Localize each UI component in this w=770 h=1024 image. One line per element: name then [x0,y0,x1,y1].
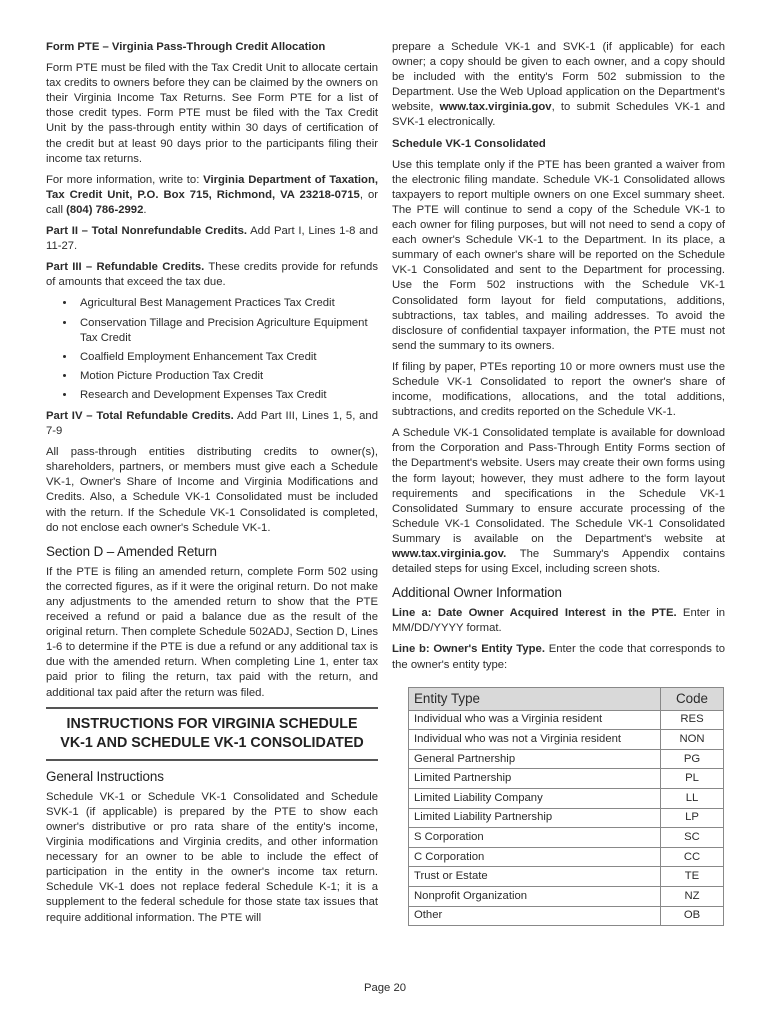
part2-label: Part II – Total Nonrefundable Credits. [46,225,248,238]
code-cell: CC [661,847,724,867]
line-a-label: Line a: Date Owner Acquired Interest in the PTE. [392,607,677,620]
entity-type-cell: S Corporation [409,828,661,848]
entity-type-cell: General Partnership [409,749,661,769]
code-cell: NZ [661,887,724,907]
line-a-paragraph [392,606,725,636]
entity-type-cell: Limited Liability Partnership [409,808,661,828]
more-info-paragraph [46,173,378,218]
line-a-text: Enter in MM/DD/YYYY format. [392,607,725,635]
table-row [409,730,724,750]
table-row [409,828,724,848]
table-row [409,789,724,809]
consolidated-paragraph: Use this template only if the PTE has been granted a waiver from the electronic filing mandate. Schedule VK-1 Consolidated allows taxpayers to report multiple owners on one Excel summary sheet. The PTE will continue to send a copy of the Schedule VK-1 to each owner for filing purposes, but will not need to send a copy of each owner's Schedule VK-1 to the Department. In its place, a summary of each owner's share will be reported on the Schedule VK-1 Consolidated and sent to the Department for processing. Use the Form 502 instructions with the Schedule VK-1 Consolidated form layout for field computations, additions, subtractions, tax tables, and mailing addresses. To avoid the disclosure of confidential taxpayer information, the PTE must not send the summary to its owners. [392,158,725,352]
continued-paragraph [392,40,725,131]
entity-type-header: Entity Type [409,687,661,710]
list-item: • Conservation Tillage and Precision Agriculture Equipment Tax Credit [76,316,378,346]
template-paragraph [392,426,725,577]
entity-type-cell: Individual who was not a Virginia resident [409,730,661,750]
table-row [409,867,724,887]
general-instructions-paragraph: Schedule VK-1 or Schedule VK-1 Consolidated and Schedule SVK-1 (if applicable) is prepared by the PTE to show each owner's distributive or pro rata share of the entity's income, Virginia modifications and Virginia credits, and other information necessary for an owner to be able to include the effect of participation in the entity in the owner's income tax return. Schedule VK-1 does not replace federal Schedule K-1; it is a supplement to the federal schedule for those state tax issues that require additional information. The PTE will [46,790,378,924]
list-item: • Agricultural Best Management Practices Tax Credit [76,296,378,311]
instructions-title-box [46,707,378,761]
refundable-credits-list [46,296,378,403]
table-row [409,847,724,867]
template-suffix: The Summary's Appendix contains detailed steps for using Excel, including screen shots. [392,548,725,576]
more-info-mid: , or call [46,188,378,216]
code-cell: SC [661,828,724,848]
instructions-title-line2: VK-1 AND SCHEDULE VK-1 CONSOLIDATED [60,734,364,751]
part2-text: Add Part I, Lines 1-8 and 11-27. [46,225,378,253]
tax-credit-unit-address: Virginia Department of Taxation, Tax Credit Unit, P.O. Box 715, Richmond, VA 23218-0715 [46,173,378,201]
section-d-paragraph: If the PTE is filing an amended return, complete Form 502 using the corrected figures, as if it were the original return. Do not make any adjustments to the amended return to show that the PTE received a refund or paid a balance due as the result of the original return. Then complete Schedule 502ADJ, Section D, Lines 1-6 to determine if the PTE is due a refund or any additional tax is due with the amended return. When completing Line 1, enter tax paid prior to filing the return, tax paid with the return, and additional tax paid after the return was filed. [46,565,378,699]
code-cell: LL [661,789,724,809]
code-cell: OB [661,906,724,926]
left-column [46,40,378,932]
list-item: • Coalfield Employment Enhancement Tax Credit [76,350,378,365]
line-b-label: Line b: Owner's Entity Type. [392,643,545,656]
part4-label: Part IV – Total Refundable Credits. [46,409,234,422]
part3-label: Part III – Refundable Credits. [46,261,205,274]
continued-prefix: prepare a Schedule VK-1 and SVK-1 (if applicable) for each owner; a copy should be given to each owner, and a copy should be included with the entity's Form 502 submission to the Department. Use the Web Upload application on the Department's website, [392,41,725,114]
part2-paragraph [46,224,378,254]
part3-paragraph [46,260,378,290]
code-header: Code [661,687,724,710]
right-column [392,40,725,926]
part4-text: Add Part III, Lines 1, 5, and 7-9 [46,409,379,438]
tax-credit-unit-phone: (804) 786-2992 [66,203,144,216]
code-cell: NON [661,730,724,750]
entity-type-cell: Other [409,906,661,926]
entity-type-table [408,687,724,927]
more-info-end: . [143,203,147,216]
consolidated-heading: Schedule VK-1 Consolidated [392,137,546,150]
table-row [409,769,724,789]
more-info-prefix: For more information, write to: [46,173,204,186]
entity-type-cell: Individual who was a Virginia resident [409,710,661,730]
entity-type-cell: Limited Partnership [409,769,661,789]
table-row [409,887,724,907]
instructions-title-line1: INSTRUCTIONS FOR VIRGINIA SCHEDULE [66,715,358,732]
website-link[interactable]: www.tax.virginia.gov [439,101,552,114]
code-cell: TE [661,867,724,887]
table-row [409,808,724,828]
general-instructions-heading: General Instructions [46,768,164,784]
entity-type-cell: Trust or Estate [409,867,661,887]
code-cell: RES [661,710,724,730]
paper-filing-paragraph: If filing by paper, PTEs reporting 10 or more owners must use the Schedule VK-1 Consolidated to report the owner's share of income, modifications, allocations, and the total additions, subtractions, and credits reported on the Schedule VK-1. [392,360,725,419]
website-link[interactable]: www.tax.virginia.gov. [392,548,507,560]
table-header-row [409,687,724,710]
form-pte-heading: Form PTE – Virginia Pass-Through Credit Allocation [46,41,326,53]
line-b-text: Enter the code that corresponds to the owner's entity type: [392,643,725,671]
list-item: • Research and Development Expenses Tax Credit [76,388,378,403]
code-cell: LP [661,808,724,828]
pass-through-paragraph: All pass-through entities distributing credits to owner(s), shareholders, partners, or members must give each a Schedule VK-1, Owner's Share of Income and Virginia Modifications and Credits. Also, a Schedule VK-1 Consolidated must be included with the return. If the Schedule VK-1 Consolidated is completed, do not enclose each owner's Schedule VK-1. [46,446,378,534]
part4-paragraph [46,409,378,439]
additional-owner-heading: Additional Owner Information [392,585,562,601]
form-pte-paragraph: Form PTE must be filed with the Tax Credit Unit to allocate certain tax credits to owners before they can be claimed by the owners on their Virginia Income Tax Returns. See Form PTE for a list of those credit types. Form PTE must be filed with the Tax Credit Unit by the pass-through entity within 30 days of certification of the credit but at least 90 days prior to the participants filing their income tax returns. [46,62,378,165]
code-cell: PL [661,769,724,789]
line-b-paragraph [392,642,725,672]
list-item: • Motion Picture Production Tax Credit [76,369,378,384]
code-cell: PG [661,749,724,769]
entity-type-cell: Limited Liability Company [409,789,661,809]
part3-text: These credits provide for refunds of amounts that exceed the tax due. [46,261,378,289]
table-row [409,906,724,926]
template-prefix: A Schedule VK-1 Consolidated template is available for download from the Corporation and Pass-Through Entity Forms section of the Department's website. Users may create their own forms using the form layout; however, they must adhere to the form layout requirements and specifications in the Schedule VK-1 Consolidated Summary to ensure accurate processing of the Schedule VK-1 Consolidated. The Schedule VK-1 Consolidated Summary is available on the Department's website at [392,427,725,545]
section-d-heading: Section D – Amended Return [46,543,217,559]
continued-suffix: , to submit Schedules VK-1 and SVK-1 electronically. [392,101,725,129]
entity-type-cell: Nonprofit Organization [409,887,661,907]
page-number: Page 20 [363,982,407,994]
table-row [409,749,724,769]
entity-type-cell: C Corporation [409,847,661,867]
table-row [409,710,724,730]
